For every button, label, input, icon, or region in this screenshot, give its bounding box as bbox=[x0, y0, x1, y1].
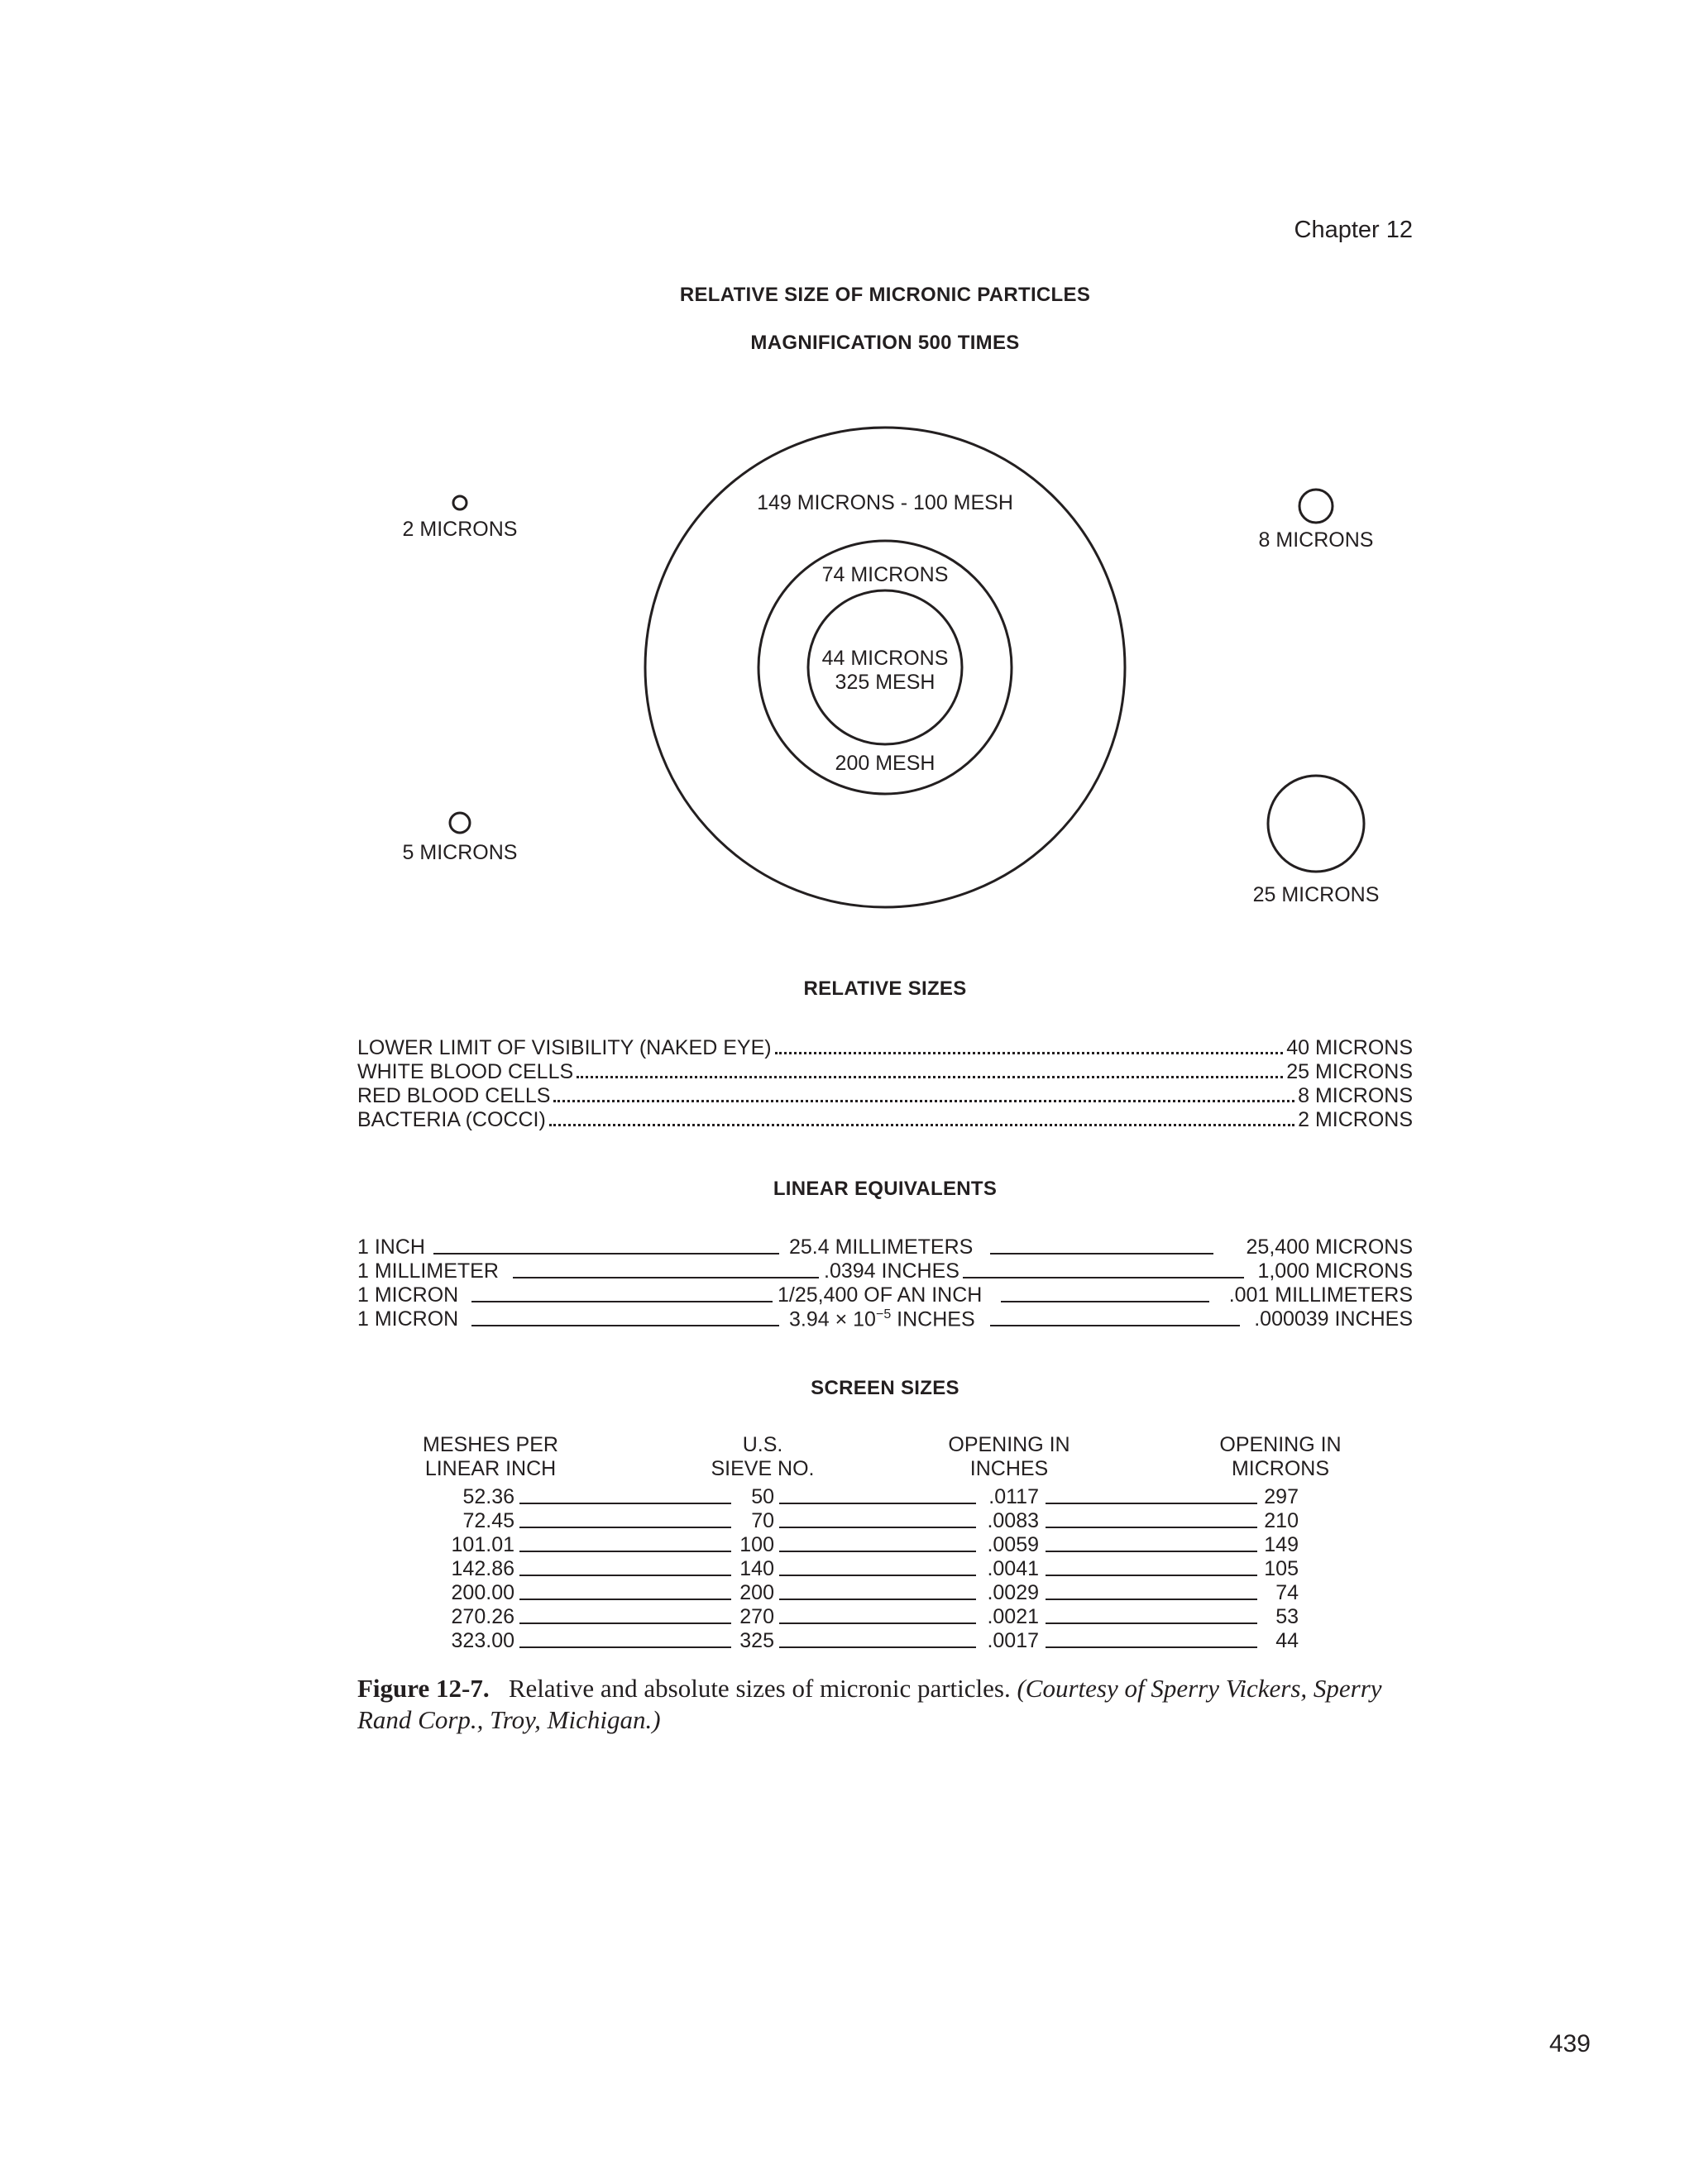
linear-col-a: 1 MICRON bbox=[357, 1307, 459, 1331]
linear-col-b: 1/25,400 OF AN INCH bbox=[778, 1283, 983, 1307]
exponent: −5 bbox=[875, 1307, 892, 1321]
relative-size-row bbox=[357, 1108, 1413, 1133]
page-number: 439 bbox=[1548, 2030, 1591, 2057]
rule-line bbox=[1046, 1503, 1257, 1504]
meshes-per-inch: 52.36 bbox=[462, 1485, 514, 1508]
rule-line bbox=[1046, 1575, 1257, 1576]
sieve-number: 140 bbox=[739, 1557, 774, 1580]
screen-size-row bbox=[0, 1629, 1694, 1653]
rule-line bbox=[433, 1253, 779, 1254]
ring-44-label-line1: 44 MICRONS bbox=[821, 647, 949, 670]
col-header-opening-inches bbox=[918, 1433, 1100, 1481]
rule-line bbox=[1046, 1646, 1257, 1648]
col-header-line: MESHES PER bbox=[423, 1433, 558, 1456]
rule-line bbox=[1046, 1551, 1257, 1552]
linear-equivalent-row bbox=[357, 1307, 1413, 1332]
particle-diagram bbox=[0, 0, 1694, 934]
figure-title: RELATIVE SIZE OF MICRONIC PARTICLES bbox=[679, 284, 1091, 306]
opening-microns: 105 bbox=[1264, 1557, 1299, 1580]
relative-size-row bbox=[357, 1060, 1413, 1085]
relative-size-row bbox=[357, 1036, 1413, 1061]
screen-size-row bbox=[0, 1509, 1694, 1533]
relative-size-value: 8 MICRONS bbox=[1298, 1084, 1413, 1107]
col-header-opening-microns bbox=[1189, 1433, 1371, 1481]
opening-inches: .0083 bbox=[987, 1509, 1039, 1532]
figure-subtitle: MAGNIFICATION 500 TIMES bbox=[750, 332, 1020, 354]
screen-size-row bbox=[0, 1581, 1694, 1605]
linear-equivalents-heading: LINEAR EQUIVALENTS bbox=[773, 1178, 998, 1200]
opening-microns: 297 bbox=[1264, 1485, 1299, 1508]
relative-size-value: 25 MICRONS bbox=[1286, 1060, 1413, 1083]
sieve-number: 325 bbox=[739, 1629, 774, 1652]
linear-col-b: 25.4 MILLIMETERS bbox=[789, 1235, 974, 1259]
col-header-line: SIEVE NO. bbox=[711, 1457, 815, 1480]
linear-col-c: 1,000 MICRONS bbox=[1257, 1259, 1413, 1283]
meshes-per-inch: 323.00 bbox=[451, 1629, 514, 1652]
rule-line bbox=[519, 1575, 731, 1576]
opening-microns: 149 bbox=[1264, 1533, 1299, 1556]
rule-line bbox=[519, 1527, 731, 1528]
rule-line bbox=[779, 1599, 976, 1600]
linear-equivalent-row bbox=[357, 1283, 1413, 1308]
sieve-number: 200 bbox=[739, 1581, 774, 1604]
linear-col-c: .001 MILLIMETERS bbox=[1228, 1283, 1413, 1307]
linear-equivalent-row bbox=[357, 1235, 1413, 1260]
rule-line bbox=[519, 1646, 731, 1648]
chapter-label: Chapter 12 bbox=[1294, 217, 1413, 243]
screen-size-row bbox=[0, 1485, 1694, 1509]
linear-col-a: 1 INCH bbox=[357, 1235, 425, 1259]
screen-size-row bbox=[0, 1533, 1694, 1557]
rule-line bbox=[1001, 1301, 1209, 1302]
linear-col-a: 1 MICRON bbox=[357, 1283, 459, 1307]
opening-inches: .0017 bbox=[987, 1629, 1039, 1652]
relative-size-row bbox=[357, 1084, 1413, 1109]
rule-line bbox=[990, 1325, 1240, 1326]
opening-microns: 53 bbox=[1275, 1605, 1299, 1628]
opening-inches: .0041 bbox=[987, 1557, 1039, 1580]
opening-microns: 44 bbox=[1275, 1629, 1299, 1652]
relative-size-value: 2 MICRONS bbox=[1298, 1108, 1413, 1131]
rule-line bbox=[779, 1646, 976, 1648]
opening-microns: 74 bbox=[1275, 1581, 1299, 1604]
col-header-sieve bbox=[680, 1433, 845, 1481]
sieve-number: 100 bbox=[739, 1533, 774, 1556]
linear-col-c: 25,400 MICRONS bbox=[1246, 1235, 1413, 1259]
relative-size-value: 40 MICRONS bbox=[1286, 1036, 1413, 1059]
exponent-base: 3.94 × 10 bbox=[789, 1307, 876, 1331]
sieve-number: 50 bbox=[751, 1485, 774, 1508]
particle-5-microns-label: 5 MICRONS bbox=[402, 841, 518, 864]
linear-col-b: .0394 INCHES bbox=[824, 1259, 959, 1283]
meshes-per-inch: 101.01 bbox=[451, 1533, 514, 1556]
meshes-per-inch: 200.00 bbox=[451, 1581, 514, 1604]
relative-size-item: LOWER LIMIT OF VISIBILITY (NAKED EYE) bbox=[357, 1036, 772, 1059]
dot-leader bbox=[775, 1052, 1284, 1054]
relative-sizes-heading: RELATIVE SIZES bbox=[803, 977, 967, 1000]
opening-microns: 210 bbox=[1264, 1509, 1299, 1532]
meshes-per-inch: 142.86 bbox=[451, 1557, 514, 1580]
figure-number: Figure 12-7. bbox=[357, 1674, 490, 1703]
rule-line bbox=[1046, 1599, 1257, 1600]
rule-line bbox=[471, 1301, 773, 1302]
dot-leader bbox=[553, 1100, 1294, 1102]
ring-149-label: 149 MICRONS - 100 MESH bbox=[757, 491, 1013, 514]
col-header-line: OPENING IN bbox=[948, 1433, 1070, 1456]
screen-size-row bbox=[0, 1557, 1694, 1581]
rule-line bbox=[990, 1253, 1213, 1254]
particle-8-microns-label: 8 MICRONS bbox=[1258, 528, 1374, 552]
rule-line bbox=[779, 1527, 976, 1528]
relative-size-item: WHITE BLOOD CELLS bbox=[357, 1060, 574, 1083]
figure-caption bbox=[357, 1673, 1416, 1736]
dot-leader bbox=[549, 1124, 1294, 1126]
particle-8-microns bbox=[1299, 490, 1333, 523]
linear-col-c: .000039 INCHES bbox=[1254, 1307, 1413, 1331]
linear-col-b bbox=[789, 1307, 975, 1331]
opening-inches: .0021 bbox=[987, 1605, 1039, 1628]
col-header-line: MICRONS bbox=[1231, 1457, 1330, 1480]
rule-line bbox=[1046, 1622, 1257, 1624]
caption-credit: (Courtesy of Sperry Vickers, Sperry Rand Corp., Troy, Michigan.) bbox=[357, 1674, 1382, 1734]
rule-line bbox=[513, 1277, 819, 1278]
linear-equivalent-row bbox=[357, 1259, 1413, 1284]
linear-col-a: 1 MILLIMETER bbox=[357, 1259, 499, 1283]
rule-line bbox=[471, 1325, 779, 1326]
dot-leader bbox=[577, 1076, 1283, 1078]
rule-line bbox=[519, 1622, 731, 1624]
particle-2-microns bbox=[453, 496, 467, 509]
ring-74-label-bottom: 200 MESH bbox=[835, 752, 936, 775]
opening-inches: .0059 bbox=[987, 1533, 1039, 1556]
particle-5-microns bbox=[450, 813, 470, 833]
col-header-meshes bbox=[395, 1433, 586, 1481]
rule-line bbox=[779, 1551, 976, 1552]
ring-74-label-top: 74 MICRONS bbox=[821, 563, 949, 586]
relative-size-item: BACTERIA (COCCI) bbox=[357, 1108, 546, 1131]
rule-line bbox=[519, 1599, 731, 1600]
sieve-number: 70 bbox=[751, 1509, 774, 1532]
rule-line bbox=[779, 1575, 976, 1576]
meshes-per-inch: 270.26 bbox=[451, 1605, 514, 1628]
rule-line bbox=[519, 1551, 731, 1552]
particle-25-microns-label: 25 MICRONS bbox=[1252, 883, 1380, 906]
rule-line bbox=[519, 1503, 731, 1504]
particle-2-microns-label: 2 MICRONS bbox=[402, 518, 518, 541]
opening-inches: .0029 bbox=[987, 1581, 1039, 1604]
sieve-number: 270 bbox=[739, 1605, 774, 1628]
opening-inches: .0117 bbox=[988, 1485, 1039, 1508]
rule-line bbox=[963, 1277, 1244, 1278]
particle-25-microns bbox=[1268, 776, 1364, 872]
meshes-per-inch: 72.45 bbox=[462, 1509, 514, 1532]
rule-line bbox=[779, 1622, 976, 1624]
exponent-unit: INCHES bbox=[891, 1307, 975, 1331]
ring-44-label-line2: 325 MESH bbox=[835, 671, 936, 694]
col-header-line: OPENING IN bbox=[1219, 1433, 1342, 1456]
caption-text: Relative and absolute sizes of micronic particles. bbox=[508, 1674, 1011, 1703]
col-header-line: LINEAR INCH bbox=[424, 1457, 557, 1480]
screen-size-row bbox=[0, 1605, 1694, 1629]
screen-sizes-heading: SCREEN SIZES bbox=[811, 1377, 959, 1399]
rule-line bbox=[1046, 1527, 1257, 1528]
col-header-line: U.S. bbox=[742, 1433, 783, 1456]
rule-line bbox=[779, 1503, 976, 1504]
col-header-line: INCHES bbox=[969, 1457, 1049, 1480]
relative-size-item: RED BLOOD CELLS bbox=[357, 1084, 551, 1107]
